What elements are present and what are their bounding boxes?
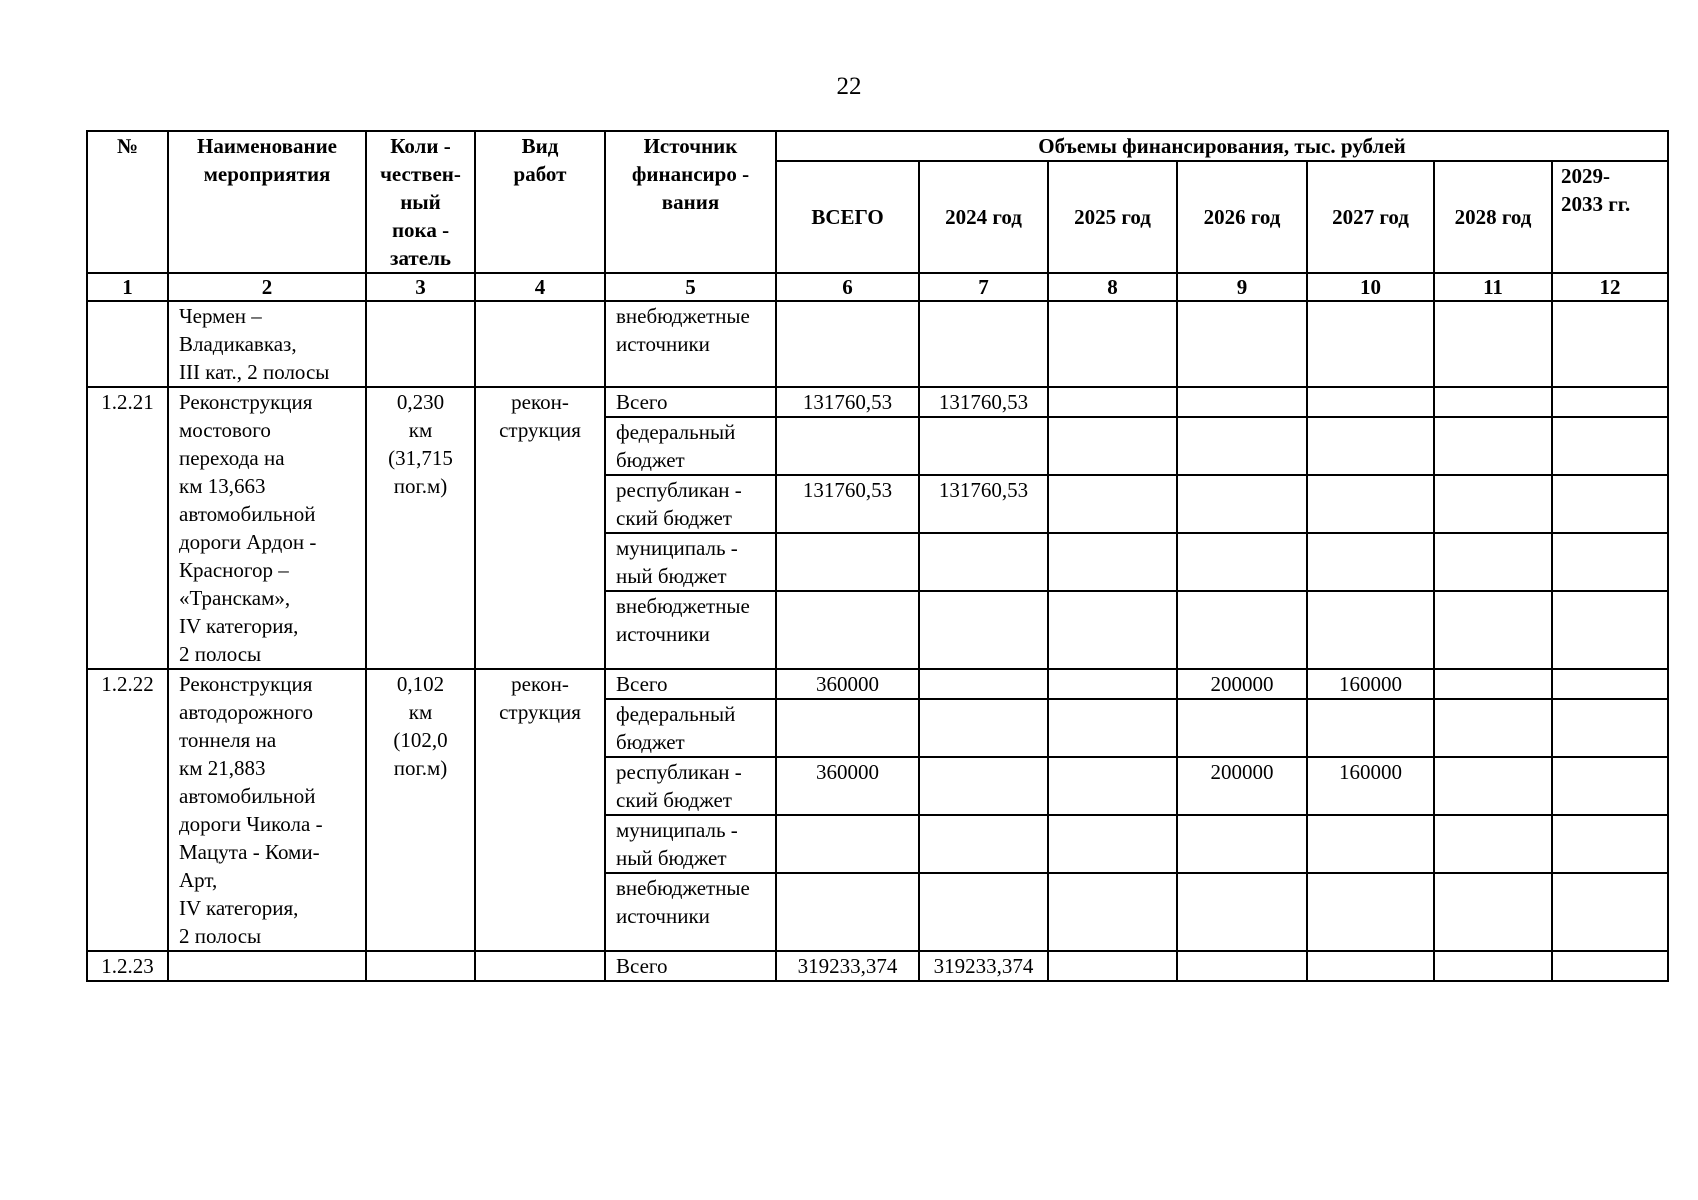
value-2029-2033 (1552, 873, 1668, 951)
value-2028 (1434, 533, 1552, 591)
value-2028 (1434, 387, 1552, 417)
col-number: 6 (776, 273, 919, 301)
header-2026: 2026 год (1177, 161, 1307, 273)
header-qty: Коли - чествен- ный пока - затель (366, 131, 475, 273)
value-2027 (1307, 815, 1434, 873)
header-2027: 2027 год (1307, 161, 1434, 273)
header-row-1 (87, 131, 1668, 161)
item-number: 1.2.23 (87, 951, 168, 981)
value-2028 (1434, 951, 1552, 981)
value-2026: 200000 (1177, 757, 1307, 815)
value-2028 (1434, 699, 1552, 757)
value-2024 (919, 815, 1048, 873)
value-2024 (919, 533, 1048, 591)
value-2028 (1434, 475, 1552, 533)
item-quantity: 0,102 км (102,0 пог.м) (366, 669, 475, 951)
value-2026 (1177, 387, 1307, 417)
value-2029-2033 (1552, 591, 1668, 669)
source-cell: федеральный бюджет (605, 417, 776, 475)
value-2028 (1434, 815, 1552, 873)
value-total: 360000 (776, 669, 919, 699)
financing-table (86, 130, 1669, 982)
value-2024: 131760,53 (919, 387, 1048, 417)
value-total (776, 591, 919, 669)
value-2026 (1177, 873, 1307, 951)
col-number: 3 (366, 273, 475, 301)
value-total: 131760,53 (776, 475, 919, 533)
page-number: 22 (836, 73, 862, 100)
value-2027 (1307, 591, 1434, 669)
item-work-type: рекон- струкция (475, 669, 605, 951)
source-cell: внебюджетные источники (605, 591, 776, 669)
header-name: Наименование мероприятия (168, 131, 366, 273)
header-funding: Объемы финансирования, тыс. рублей (776, 131, 1668, 161)
source-cell: Всего (605, 669, 776, 699)
table-row (87, 387, 1668, 417)
item-number: 1.2.21 (87, 387, 168, 669)
value-2025 (1048, 417, 1177, 475)
value-2026 (1177, 475, 1307, 533)
source-cell: внебюджетные источники (605, 873, 776, 951)
value-2026 (1177, 591, 1307, 669)
value-2027 (1307, 475, 1434, 533)
table-row (87, 951, 1668, 981)
value-2026: 200000 (1177, 669, 1307, 699)
source-cell: республикан - ский бюджет (605, 475, 776, 533)
value-2024 (919, 591, 1048, 669)
source-cell: республикан - ский бюджет (605, 757, 776, 815)
value-2029-2033 (1552, 669, 1668, 699)
value-2027 (1307, 417, 1434, 475)
header-work-type: Вид работ (475, 131, 605, 273)
value-2024 (919, 417, 1048, 475)
value-2024: 319233,374 (919, 951, 1048, 981)
col-number: 9 (1177, 273, 1307, 301)
value-2024 (919, 669, 1048, 699)
item-number: 1.2.22 (87, 669, 168, 951)
header-no: № (87, 131, 168, 273)
value-2029-2033 (1552, 533, 1668, 591)
value-2025 (1048, 815, 1177, 873)
source-cell: внебюджетные источники (605, 301, 776, 387)
value-2026 (1177, 699, 1307, 757)
value-2029-2033 (1552, 815, 1668, 873)
header-2024: 2024 год (919, 161, 1048, 273)
value-2024 (919, 699, 1048, 757)
value-2026 (1177, 533, 1307, 591)
value-2025 (1048, 533, 1177, 591)
value-2025 (1048, 873, 1177, 951)
item-work-type: рекон- струкция (475, 387, 605, 669)
value-2028 (1434, 591, 1552, 669)
col-number: 8 (1048, 273, 1177, 301)
value-2025 (1048, 951, 1177, 981)
value-2027 (1307, 699, 1434, 757)
value-2025 (1048, 387, 1177, 417)
source-cell: муниципаль - ный бюджет (605, 533, 776, 591)
col-number: 1 (87, 273, 168, 301)
col-number: 11 (1434, 273, 1552, 301)
item-name: Чермен – Владикавказ, III кат., 2 полосы (168, 301, 366, 387)
value-2027 (1307, 533, 1434, 591)
value-total (776, 533, 919, 591)
header-2028: 2028 год (1434, 161, 1552, 273)
col-number: 5 (605, 273, 776, 301)
value-2027 (1307, 873, 1434, 951)
value-2029-2033 (1552, 475, 1668, 533)
item-name: Реконструкция автодорожного тоннеля на км 21,883 автомобильной дороги Чикола - Мацута - Коми- Арт, IV категория, 2 полосы (168, 669, 366, 951)
value-total: 319233,374 (776, 951, 919, 981)
value-2028 (1434, 417, 1552, 475)
value-total (776, 815, 919, 873)
value-2027: 160000 (1307, 757, 1434, 815)
value-2025 (1048, 669, 1177, 699)
value-2028 (1434, 669, 1552, 699)
source-cell: федеральный бюджет (605, 699, 776, 757)
col-number: 4 (475, 273, 605, 301)
value-2026 (1177, 417, 1307, 475)
value-2029-2033 (1552, 387, 1668, 417)
value-2027 (1307, 951, 1434, 981)
value-total (776, 699, 919, 757)
value-2024 (919, 757, 1048, 815)
value-total (776, 873, 919, 951)
source-cell: муниципаль - ный бюджет (605, 815, 776, 873)
value-2029-2033 (1552, 417, 1668, 475)
value-2025 (1048, 475, 1177, 533)
value-total: 360000 (776, 757, 919, 815)
header-2025: 2025 год (1048, 161, 1177, 273)
value-2029-2033 (1552, 757, 1668, 815)
value-2025 (1048, 699, 1177, 757)
item-name: Реконструкция мостового перехода на км 13,663 автомобильной дороги Ардон - Красногор – «Транскам», IV категория, 2 полосы (168, 387, 366, 669)
value-total: 131760,53 (776, 387, 919, 417)
header-source: Источник финансиро - вания (605, 131, 776, 273)
col-number: 10 (1307, 273, 1434, 301)
value-2027: 160000 (1307, 669, 1434, 699)
value-2028 (1434, 757, 1552, 815)
source-cell: Всего (605, 951, 776, 981)
table-row (87, 669, 1668, 699)
source-cell: Всего (605, 387, 776, 417)
value-2029-2033 (1552, 699, 1668, 757)
value-2027 (1307, 387, 1434, 417)
value-2024 (919, 873, 1048, 951)
value-2029-2033 (1552, 951, 1668, 981)
col-number: 2 (168, 273, 366, 301)
col-number: 12 (1552, 273, 1668, 301)
value-2026 (1177, 951, 1307, 981)
item-quantity: 0,230 км (31,715 пог.м) (366, 387, 475, 669)
col-number: 7 (919, 273, 1048, 301)
value-2025 (1048, 591, 1177, 669)
table-row-continued (87, 301, 1668, 387)
column-numbers-row (87, 273, 1668, 301)
header-total: ВСЕГО (776, 161, 919, 273)
value-2026 (1177, 815, 1307, 873)
value-2024: 131760,53 (919, 475, 1048, 533)
value-total (776, 417, 919, 475)
header-2029-2033: 2029- 2033 гг. (1552, 161, 1668, 273)
value-2028 (1434, 873, 1552, 951)
value-2025 (1048, 757, 1177, 815)
